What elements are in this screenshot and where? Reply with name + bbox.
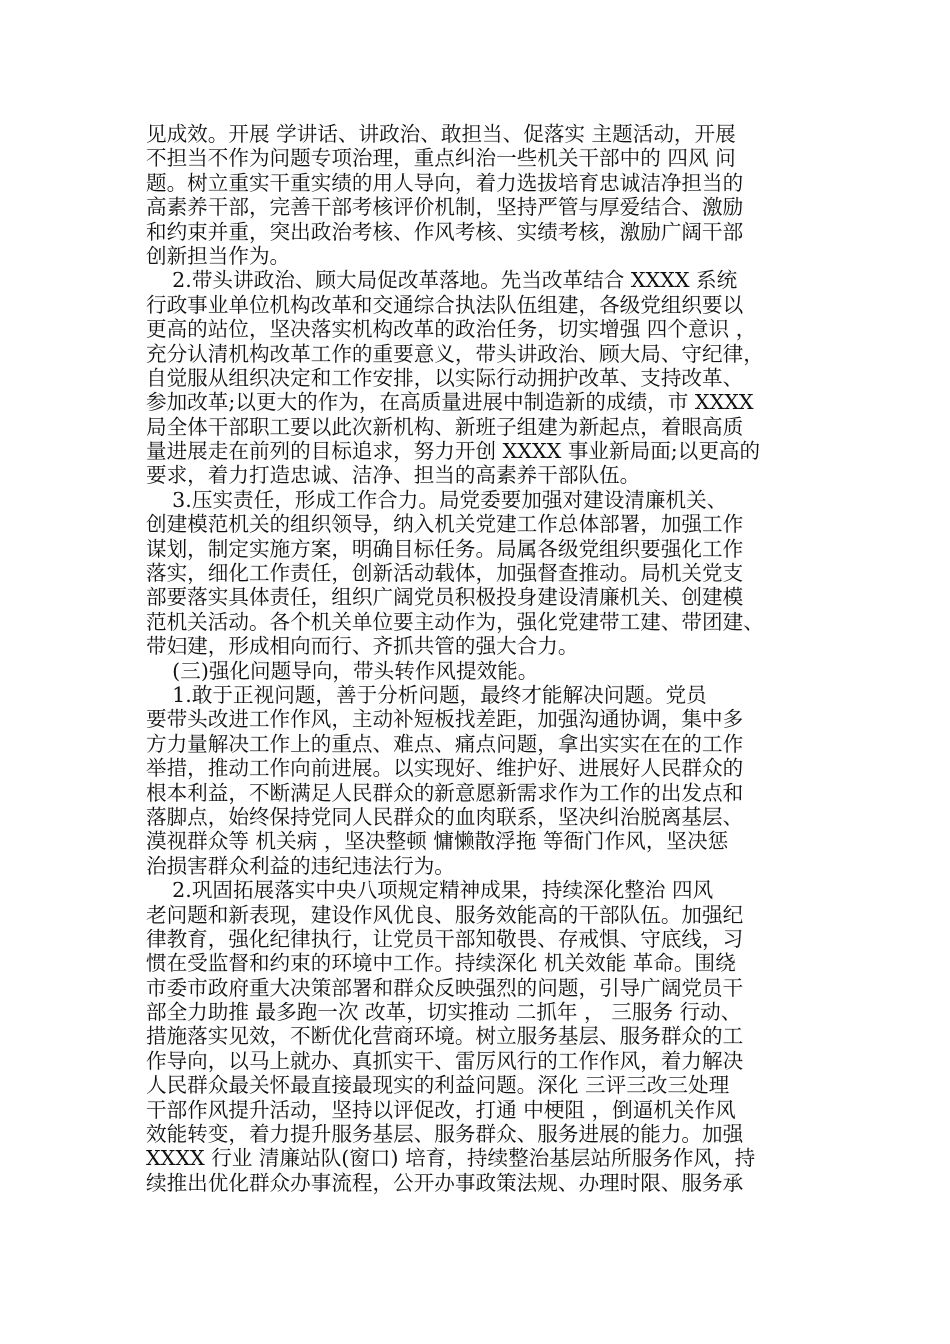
text-line: 和约束并重，突出政治考核、作风考核、实绩考核，激励广阔干部: [146, 219, 744, 244]
text-line: 要带头改进工作作风，主动补短板找差距，加强沟通协调，集中多: [146, 707, 744, 732]
text-line: 老问题和新表现，建设作风优良、服务效能高的干部队伍。加强纪: [146, 902, 744, 927]
text-line: 人民群众最关怀最直接最现实的利益问题。深化 三评三改三处理: [146, 1073, 730, 1098]
text-line: 自觉服从组织决定和工作安排，以实际行动拥护改革、支持改革、: [146, 365, 744, 390]
text-line: 高素养干部，完善干部考核评价机制，坚持严管与厚爱结合、激励: [146, 195, 744, 220]
text-line: 量进展走在前列的目标追求，努力开创 XXXX 事业新局面;以更高的: [146, 439, 761, 464]
text-line: 市委市政府重大决策部署和群众反映强烈的问题，引导广阔党员干: [146, 975, 744, 1000]
text-line: 举措，推动工作向前进展。以实现好、维护好、进展好人民群众的: [146, 756, 744, 781]
text-line: 根本利益，不断满足人民群众的新意愿新需求作为工作的出发点和: [146, 780, 744, 805]
text-line: 效能转变，着力提升服务基层、服务群众、服务进展的能力。加强: [146, 1122, 744, 1147]
text-line: 创建模范机关的组织领导，纳入机关党建工作总体部署，加强工作: [146, 512, 744, 537]
text-line: 干部作风提升活动，坚持以评促改，打通 中梗阻 ，倒逼机关作风: [146, 1097, 736, 1122]
text-line: 部要落实具体责任，组织广阔党员积极投身建设清廉机关、创建模: [146, 585, 744, 610]
text-line: XXXX 行业 清廉站队(窗口) 培育，持续整治基层站所服务作风，持: [146, 1146, 756, 1171]
text-line: 充分认清机构改革工作的重要意义，带头讲政治、顾大局、守纪律，: [146, 341, 764, 366]
text-line: 续推出优化群众办事流程，公开办事政策法规、办理时限、服务承: [146, 1170, 744, 1195]
text-line: 落实，细化工作责任，创新活动载体，加强督查推动。局机关党支: [146, 561, 744, 586]
text-line: 作导向，以马上就办、真抓实干、雷厉风行的工作作风，着力解决: [146, 1048, 744, 1073]
text-line: 见成效。开展 学讲话、讲政治、敢担当、促落实 主题活动，开展: [146, 122, 736, 146]
text-line: 参加改革;以更大的作为，在高质量进展中制造新的成绩，市 XXXX: [146, 390, 754, 415]
text-line: 措施落实见效，不断优化营商环境。树立服务基层、服务群众的工: [146, 1024, 744, 1049]
text-line: 要求，着力打造忠诚、洁净、担当的高素养干部队伍。: [146, 463, 641, 488]
text-line: 更高的站位，坚决落实机构改革的政治任务，切实增强 四个意识 ，: [146, 317, 757, 342]
text-line: 2.带头讲政治、顾大局促改革落地。先当改革结合 XXXX 系统: [146, 268, 738, 293]
text-line: 行政事业单位机构改革和交通综合执法队伍组建，各级党组织要以: [146, 292, 744, 317]
text-line: 律教育，强化纪律执行，让党员干部知敬畏、存戒惧、守底线，习: [146, 926, 744, 951]
text-line: 局全体干部职工要以此次新机构、新班子组建为新起点，着眼高质: [146, 414, 744, 439]
text-line: 2.巩固拓展落实中央八项规定精神成果，持续深化整治 四风: [146, 878, 714, 903]
text-line: 漠视群众等 机关病 ，坚决整顿 慵懒散浮拖 等衙门作风，坚决惩: [146, 829, 729, 854]
text-line: 题。树立重实干重实绩的用人导向，着力选拔培育忠诚洁净担当的: [146, 170, 744, 195]
text-line: 落脚点，始终保持党同人民群众的血肉联系，坚决纠治脱离基层、: [146, 804, 744, 829]
text-line: 谋划，制定实施方案，明确目标任务。局属各级党组织要强化工作: [146, 536, 744, 561]
text-line: 3.压实责任，形成工作合力。局党委要加强对建设清廉机关、: [146, 487, 728, 512]
text-line: 范机关活动。各个机关单位要主动作为，强化党建带工建、带团建、: [146, 609, 764, 634]
text-line: (三)强化问题导向，带头转作风提效能。: [146, 658, 539, 683]
text-line: 惯在受监督和约束的环境中工作。持续深化 机关效能 革命。围绕: [146, 951, 736, 976]
text-line: 不担当不作为问题专项治理，重点纠治一些机关干部中的 四风 问: [146, 146, 736, 171]
text-line: 方力量解决工作上的重点、难点、痛点问题，拿出实实在在的工作: [146, 731, 744, 756]
text-line: 1.敢于正视问题，善于分析问题，最终才能解决问题。党员: [146, 682, 707, 707]
document-body: [146, 122, 826, 1195]
text-line: 治损害群众利益的违纪违法行为。: [146, 853, 455, 878]
text-line: 部全力助推 最多跑一次 改革，切实推动 二抓年 ， 三服务 行动、: [146, 1000, 742, 1025]
text-line: 创新担当作为。: [146, 243, 291, 268]
text-line: 带妇建，形成相向而行、齐抓共管的强大合力。: [146, 634, 579, 659]
